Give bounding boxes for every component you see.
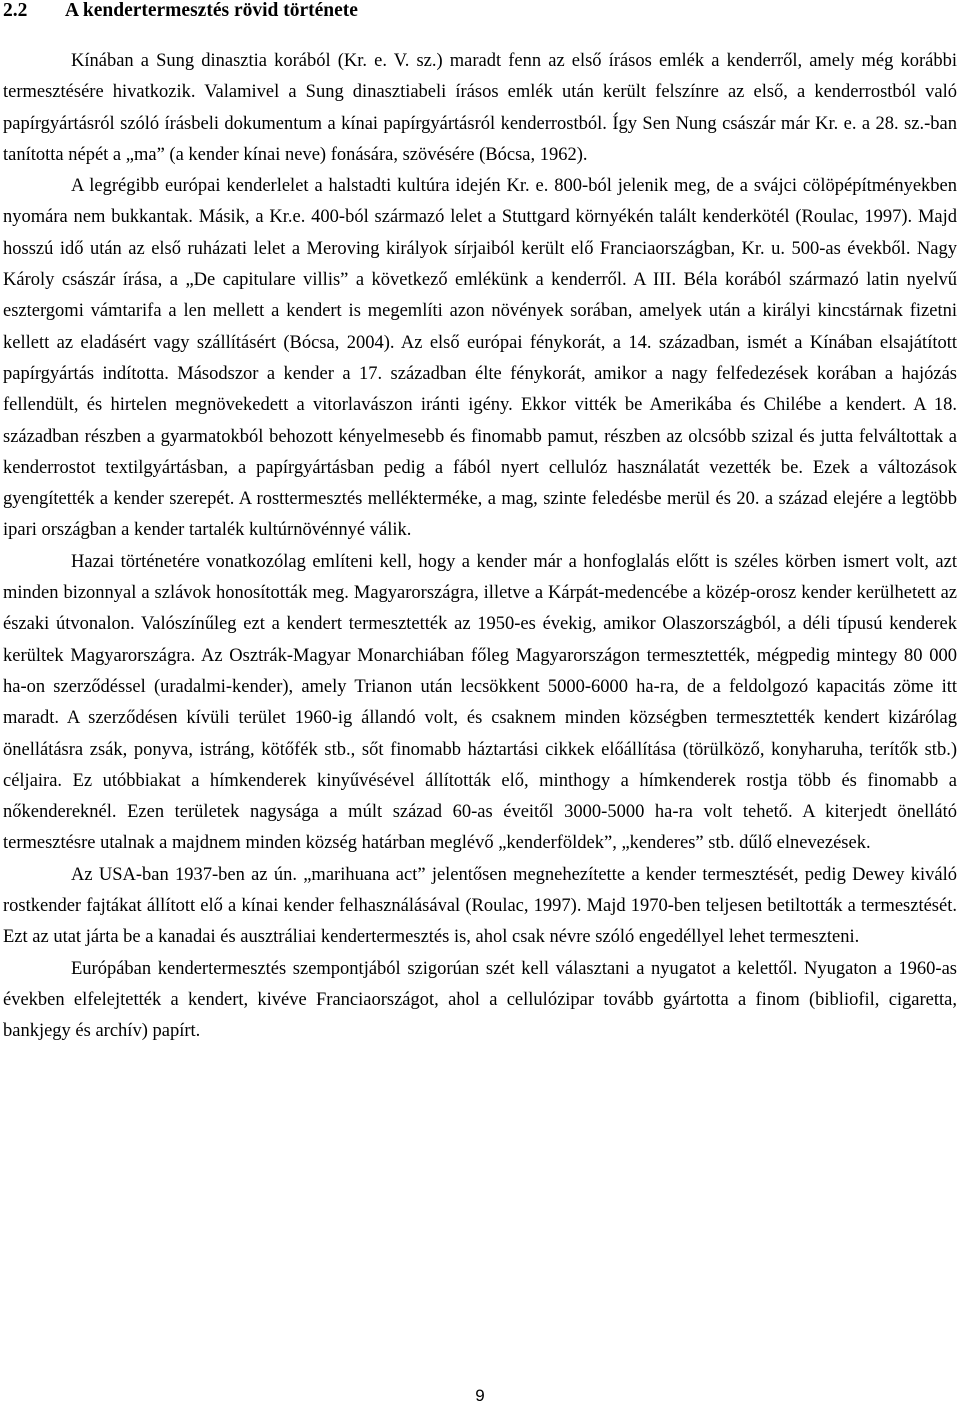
page-number: 9: [475, 1386, 485, 1405]
section-title: A kendertermesztés rövid története: [65, 0, 358, 21]
body-text: [3, 46, 957, 1048]
section-heading: [3, 0, 358, 22]
paragraph-1: Kínában a Sung dinasztia korából (Kr. e. V. sz.) maradt fenn az első írásos emlék a kenderről, amely még korábbi termesztésére hivatkozik. Valamivel a Sung dinasztiabeli írásos emlék után került felszínre az első, a kenderrostból való papírgyártásról szóló írásbeli dokumentum a kínai papírgyártásról kenderrostból. Így Sen Nung császár már Kr. e. a 28. sz.-ban tanította népét a „ma” (a kender kínai neve) fonására, szövésére (Bócsa, 1962).: [3, 51, 957, 165]
paragraph-5: Európában kendertermesztés szempontjából szigorúan szét kell választani a nyugatot a kelettől. Nyugaton a 1960-as években elfelejtették a kendert, kivéve Franciaországot, ahol a cellulózipar tovább gyártotta a finom (bibliofil, cigaretta, bankjegy és archív) papírt.: [3, 958, 957, 1042]
paragraph-3: Hazai történetére vonatkozólag említeni kell, hogy a kender már a honfoglalás előtt is széles körben ismert volt, azt minden bizonnyal a szlávok honosították meg. Magyarországra, illetve a Kárpát-medencébe a közép-orosz kender kerülhetett az északi útvonalon. Valószínűleg ezt a kendert termesztették az 1950-es évekig, amikor Olaszországból, a déli típusú kenderek kerültek Magyarországra. Az Osztrák-Magyar Monarchiában főleg Magyarországon termesztették, mégpedig mintegy 80 000 ha-on szerződéssel (uradalmi-kender), amely Trianon után lecsökkent 5000-6000 ha-ra, de a feldolgozó kapacitás zöme itt maradt. A szerződésen kívüli terület 1960-ig állandó volt, és csaknem minden községben termesztették kendert kizárólag önellátásra zsák, ponyva, istráng, kötőfék stb., sőt finomabb háztartási cikkek előállítása (törülköző, konyharuha, terítők stb.) céljaira. Ez utóbbiakat a hímkenderek kinyűvésével állították elő, minthogy a hímkenderek rostja több és finomabb a nőkendereknél. Ezen területek nagysága a múlt század 60-as éveitől 3000-5000 ha-ra volt tehető. A kiterjedt önellátó termesztésre utalnak a majdnem minden község határban meglévő „kenderföldek”, „kenderes” stb. dűlő elnevezések.: [3, 551, 957, 854]
paragraph-2: A legrégibb európai kenderlelet a halstadti kultúra idején Kr. e. 800-ból jelenik meg, de a svájci cölöpépítményekben nyomára nem bukkantak. Másik, a Kr.e. 400-ból származó lelet a Stuttgard környékén talált kenderkötél (Roulac, 1997). Majd hosszú idő után az első ruházati lelet a Meroving királyok sírjaiból került elő Franciaországban, Kr. u. 500-as évekből. Nagy Károly császár írása, a „De capitulare villis” a következő emlékünk a kenderről. A III. Béla korából származó latin nyelvű esztergomi vámtarifa a len mellett a kendert is megemlíti azon növények sorában, amelyek után a királyi kincstárnak fizetni kellett az eladásért vagy szállításért (Bócsa, 2004). Az első európai fénykorát, a 14. században, ismét a Kínában elsajátított papírgyártás indította. Másodszor a kender a 17. században élte fénykorát, amikor a nagy felfedezések korában a hajózás fellendült, és hirtelen megnövekedett a vitorlavászon iránti igény. Ekkor vitték be Amerikába és Chilébe a kendert. A 18. században részben a gyarmatokból behozott kényelmesebb és finomabb pamut, részben az olcsóbb szizal és jutta felváltottak a kenderrostot textilgyártásban, a papírgyártásban pedig a fából nyert cellulóz használatát vezették be. Ezek a változások gyengítették a kender szerepét. A rosttermesztés mellékterméke, a mag, szinte feledésbe merül és 20. a század elejére a legtöbb ipari országban a kender tartalék kultúrnövénnyé válik.: [3, 176, 957, 541]
section-number: 2.2: [3, 0, 28, 21]
paragraph-4: Az USA-ban 1937-ben az ún. „marihuana act” jelentősen megnehezítette a kender termesztését, pedig Dewey kiváló rostkender fajtákat állított elő a kínai kender felhasználásával (Roulac, 1997). Majd 1970-ben teljesen betiltották a termesztését. Ezt az utat járta be a kanadai és ausztráliai kendertermesztés is, ahol csak névre szóló engedéllyel lehet termeszteni.: [3, 864, 957, 948]
